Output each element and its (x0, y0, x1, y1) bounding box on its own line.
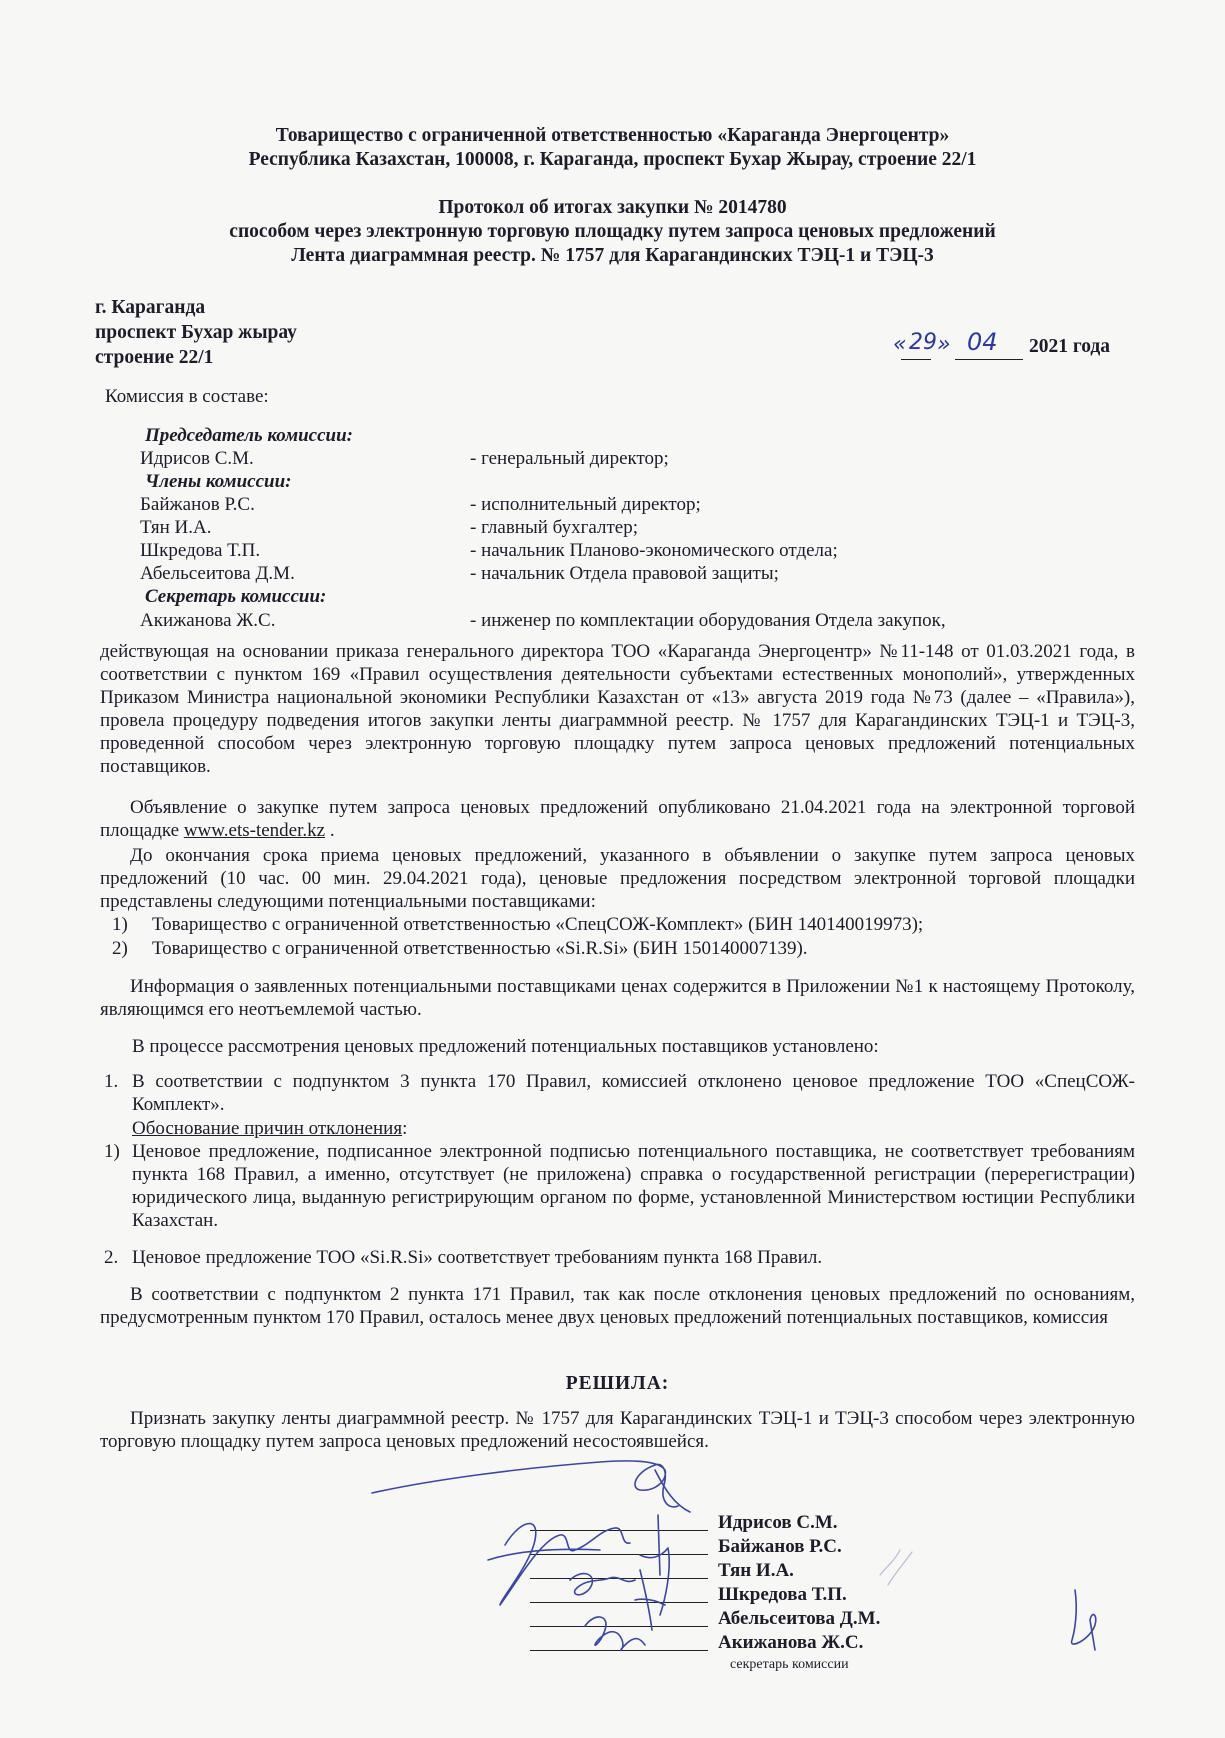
signatory-name: Акижанова Ж.С. (718, 1632, 864, 1653)
date-close-quote: » (937, 332, 951, 357)
member-name: Тян И.А. (140, 517, 212, 538)
decision-heading: РЕШИЛА: (565, 1373, 670, 1394)
protocol-subtitle-method: способом через электронную торговую площадку путем запроса ценовых предложений (229, 221, 996, 242)
ets-tender-link[interactable]: www.ets-tender.kz (183, 820, 326, 841)
supplier-item: Товарищество с ограниченной ответственностью «Si.R.Si» (БИН 150140007139). (152, 938, 808, 959)
finding-compliance: Ценовое предложение ТОО «Si.R.Si» соответствует требованиям пункта 168 Правил. (132, 1247, 823, 1268)
date-month: 04 (967, 328, 998, 356)
finding-number: 1. (104, 1071, 119, 1092)
rejection-reason-colon: : (402, 1118, 408, 1139)
commission-intro: Комиссия в составе: (105, 386, 269, 407)
secretary-heading: Секретарь комиссии: (145, 586, 327, 607)
reason-number: 1) (104, 1141, 120, 1162)
member-role: - главный бухгалтер; (470, 517, 638, 538)
place-street: проспект Бухар жырау (95, 322, 297, 343)
signature-baizhanov-stroke (488, 1549, 600, 1560)
signature-idrisov (372, 1461, 678, 1507)
supplier-number: 2) (112, 938, 128, 959)
date-open-quote: « (893, 332, 907, 357)
member-name: Идрисов С.М. (140, 448, 254, 469)
protocol-subtitle-item: Лента диаграммная реестр. № 1757 для Карагандинских ТЭЦ-1 и ТЭЦ-3 (291, 245, 934, 266)
signature-shkredova (570, 1574, 635, 1595)
member-name: Абельсеитова Д.М. (140, 563, 295, 584)
conclusion-paragraph: В соответствии с подпунктом 2 пункта 171 Правил, так как после отклонения ценовых предложений по основаниям, предусмотренным пунктом 170 Правил, осталось менее двух ценовых предложений потенциальных поставщиков, комиссия (100, 1284, 1135, 1328)
organization-name: Товарищество с ограниченной ответственностью «Караганда Энергоцентр» (275, 125, 950, 146)
protocol-title: Протокол об итогах закупки № 2014780 (438, 197, 787, 218)
organization-address: Республика Казахстан, 100008, г. Караганда, проспект Бухар Жырау, строение 22/1 (248, 149, 977, 170)
member-role: - начальник Планово-экономического отдела; (470, 540, 838, 561)
date-day: 29 (909, 330, 937, 355)
prices-info-paragraph: Информация о заявленных потенциальными поставщиками ценах содержится в Приложении №1 к настоящему Протоколу, являющимся его неотъемлемой частью. (100, 976, 1135, 1020)
member-name: Байжанов Р.С. (140, 494, 255, 515)
signatory-name: Абельсеитова Д.М. (718, 1608, 881, 1629)
finding-rejection: В соответствии с подпунктом 3 пункта 170 Правил, комиссией отклонено ценовое предложение ТОО «СпецСОЖ-Комплект». (132, 1071, 1135, 1115)
announcement-text: Объявление о закупке путем запроса ценовых предложений опубликовано 21.04.2021 года на электронной торговой площадке (100, 797, 1135, 841)
member-role: - инженер по комплектации оборудования Отдела закупок, (470, 610, 946, 631)
decision-text: Признать закупку ленты диаграммной реестр. № 1757 для Карагандинских ТЭЦ-1 и ТЭЦ-3 способом через электронную торговую площадку путем запроса ценовых предложений несостоявшейся. (100, 1408, 1135, 1452)
member-name: Шкредова Т.П. (140, 540, 261, 561)
signatory-name: Идрисов С.М. (718, 1512, 838, 1533)
signature-right-mark (1072, 1590, 1096, 1650)
suppliers-paragraph: До окончания срока приема ценовых предложений, указанного в объявлении о закупке путем запроса ценовых предложений (10 час. 00 мин. 29.04.2021 года), ценовые предложения посредством электронной торговой площадки представлены следующими потенциальными поставщиками: (100, 845, 1135, 912)
date-year: 2021 года (1029, 336, 1111, 357)
members-heading: Члены комиссии: (145, 471, 292, 492)
signature-faint-mark (880, 1550, 912, 1585)
supplier-item: Товарищество с ограниченной ответственностью «СпецСОЖ-Комплект» (БИН 140140019973); (152, 914, 924, 935)
rejection-reason-label: Обоснование причин отклонения (132, 1118, 403, 1139)
signatory-name: Байжанов Р.С. (718, 1536, 842, 1557)
signature-baizhanov (500, 1524, 630, 1605)
signatory-name: Шкредова Т.П. (718, 1584, 847, 1605)
place-city: г. Караганда (95, 297, 206, 318)
supplier-number: 1) (112, 914, 128, 935)
member-role: - исполнительный директор; (470, 494, 701, 515)
member-role: - начальник Отдела правовой защиты; (470, 563, 779, 584)
secretary-caption: секретарь комиссии (730, 1657, 849, 1672)
place-building: строение 22/1 (95, 347, 214, 368)
member-name: Акижанова Ж.С. (140, 610, 276, 631)
signature-abelseitova (635, 1570, 665, 1630)
announcement-end: . (325, 820, 335, 841)
review-paragraph: В процессе рассмотрения ценовых предложений потенциальных поставщиков установлено: (132, 1036, 879, 1057)
member-role: - генеральный директор; (470, 448, 669, 469)
signature-idrisov-tail (655, 1470, 690, 1512)
rejection-reason-text: Ценовое предложение, подписанное электронной подписью потенциального поставщика, не соответствует требованиям пункта 168 Правил, а именно, отсутствует (не приложена) справка о государственной регистрации (перерегистрации) юридического лица, выданную регистрирующим органом по форме, установленной Министерством юстиции Республики Казахстан. (132, 1141, 1135, 1231)
basis-paragraph: действующая на основании приказа генерального директора ТОО «Караганда Энергоцентр» №11-148 от 01.03.2021 года, в соответствии с пунктом 169 «Правил осуществления деятельности субъектами естественных монополий», утвержденных Приказом Министра национальной экономики Республики Казахстан от «13» августа 2019 года №73 (далее – «Правила»), провела процедуру подведения итогов закупки ленты диаграммной реестр. № 1757 для Карагандинских ТЭЦ-1 и ТЭЦ-3, проведенной способом через электронную торговую площадку путем запроса ценовых предложений потенциальных поставщиков. (100, 641, 1135, 777)
chair-heading: Председатель комиссии: (145, 425, 353, 446)
signatory-name: Тян И.А. (718, 1560, 794, 1581)
signature-akizhanova (585, 1617, 645, 1650)
finding-number: 2. (104, 1247, 119, 1268)
